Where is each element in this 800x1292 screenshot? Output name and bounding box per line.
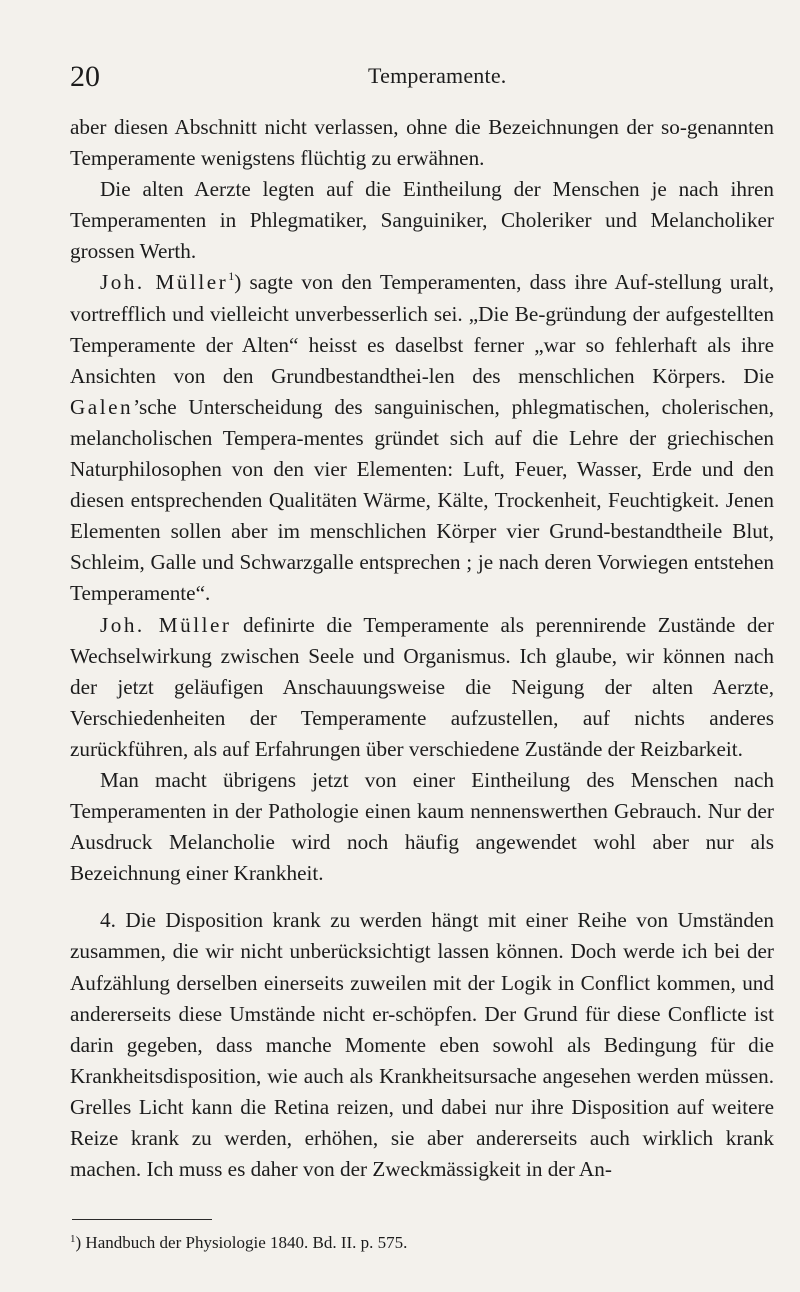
- running-title: Temperamente.: [368, 63, 507, 88]
- paragraph-1: aber diesen Abschnitt nicht verlassen, ohne die Bezeichnungen der so-genannten Temperamente wenigstens flüchtig zu erwähnen.: [70, 115, 774, 171]
- author-name-galen: Galen: [70, 394, 134, 419]
- paragraph-2: Die alten Aerzte legten auf die Eintheilung der Menschen je nach ihren Temperamenten in Phlegmatiker, Sanguiniker, Choleriker und Melancholiker grossen Werth.: [70, 177, 774, 264]
- paragraph-4-text: definirte die Temperamente als perennirende Zustände der Wechselwirkung zwischen Seele und Organismus. Ich glaube, wir können nach der jetzt geläufigen Anschauungsweise die Neigung der alten Aerzte, Verschiedenheiten der Temperamente aufzustellen, auf nichts anderes zurückführen, als auf Erfahrungen über verschiedene Zustände der Reizbarkeit.: [70, 612, 774, 761]
- paragraph-5: Man macht übrigens jetzt von einer Eintheilung des Menschen nach Temperamenten in der Pathologie einen kaum nennenswerthen Gebrauch. Nur der Ausdruck Melancholie wird noch häufig angewendet wohl aber nur als Bezeichnung einer Krankheit.: [70, 767, 774, 886]
- body-text: [70, 112, 774, 1185]
- footnote-text: ) Handbuch der Physiologie 1840. Bd. II. p. 575.: [75, 1233, 408, 1252]
- paragraph-4: [70, 610, 774, 765]
- paragraph-3: [70, 267, 774, 609]
- footnote-reference: 1: [228, 269, 235, 284]
- footnote-divider: [72, 1219, 212, 1220]
- footnote: [70, 1232, 770, 1254]
- paragraph-3-text-a: ) sagte von den Temperamenten, dass ihre Auf-stellung uralt, vortrefflich und vielleicht unverbesserlich sei. „Die Be-gründung der aufgestellten Temperamente der Alten“ heisst es daselbst ferner „war so fehlerhaft als ihre Ansichten von den Grundbestandthei-len des menschlichen Körpers. Die: [70, 270, 774, 388]
- page-header: [70, 60, 770, 94]
- footnote-marker: 1: [70, 1233, 76, 1245]
- author-name-mueller: Joh. Müller: [100, 270, 229, 295]
- author-name-mueller-2: Joh. Müller: [100, 612, 232, 637]
- page-number: 20: [70, 60, 100, 93]
- paragraph-3-text-b: ’sche Unterscheidung des sanguinischen, phlegmatischen, cholerischen, melancholischen Tempera-mentes gründet sich auf die Lehre der griechischen Naturphilosophen von den vier Elementen: Luft, Feuer, Wasser, Erde und den diesen entsprechenden Qualitäten Wärme, Kälte, Trockenheit, Feuchtigkeit. Jenen Elementen sollen aber im menschlichen Körper vier Grund-bestandtheile Blut, Schleim, Galle und Schwarzgalle entsprechen ; je nach deren Vorwiegen entstehen Temperamente“.: [70, 394, 774, 606]
- paragraph-6: 4. Die Disposition krank zu werden hängt mit einer Reihe von Umständen zusammen, die wir nicht unberücksichtigt lassen können. Doch werde ich bei der Aufzählung derselben einerseits zuweilen mit der Logik in Conflict kommen, und andererseits diese Umstände nicht er-schöpfen. Der Grund für diese Conflicte ist darin gegeben, dass manche Momente eben sowohl als Bedingung für die Krankheitsdisposition, wie auch als Krankheitsursache angesehen werden müssen. Grelles Licht kann die Retina reizen, und dabei nur ihre Disposition auf weitere Reize krank zu werden, erhöhen, sie aber andererseits auch wirklich krank machen. Ich muss es daher von der Zweckmässigkeit in der An-: [70, 908, 774, 1182]
